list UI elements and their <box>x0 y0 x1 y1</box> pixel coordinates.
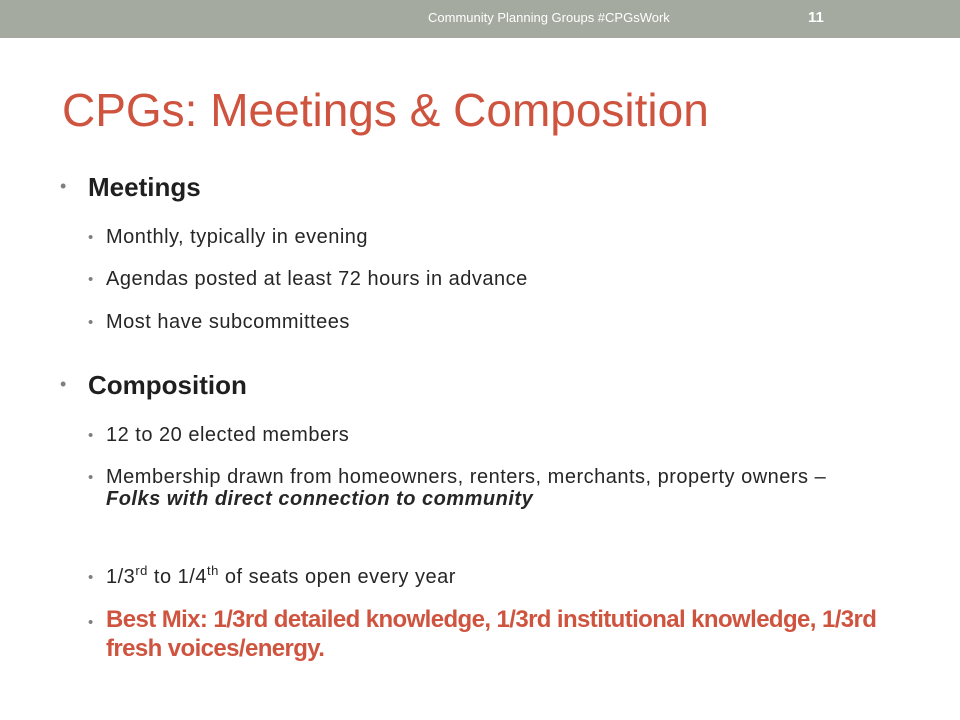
slide-number: 11 <box>808 9 824 26</box>
fraction-text: to 1/4 <box>147 566 207 588</box>
bullet-dot-icon: • <box>88 314 94 331</box>
bullet-composition <box>60 370 247 401</box>
composition-heading: Composition <box>88 370 247 400</box>
bullet-dot-icon: • <box>88 427 94 444</box>
fraction-text: 1/3 <box>106 566 136 588</box>
bullet-dot-icon: • <box>60 176 67 196</box>
bullet-dot-icon: • <box>88 271 94 288</box>
seats-text: of seats open every year <box>218 566 456 588</box>
membership-emphasis: Folks with direct connection to community <box>106 488 534 510</box>
composition-item: 12 to 20 elected members <box>106 424 350 446</box>
membership-text: Membership drawn from homeowners, renters, merchants, property owners – <box>106 466 827 488</box>
list-item <box>88 226 886 248</box>
ordinal-suffix: th <box>206 563 219 578</box>
list-item <box>88 466 886 510</box>
best-mix-text: Best Mix: 1/3rd detailed knowledge, 1/3rd institutional knowledge, 1/3rd fresh voices/energy. <box>106 606 877 662</box>
slide-title: CPGs: Meetings & Composition <box>62 84 709 136</box>
list-item <box>88 563 886 588</box>
bullet-dot-icon: • <box>60 374 67 394</box>
meetings-heading: Meetings <box>88 172 201 202</box>
list-item-highlight <box>88 605 886 663</box>
meetings-item: Most have subcommittees <box>106 311 350 333</box>
bullet-dot-icon: • <box>88 569 94 586</box>
ordinal-suffix: rd <box>135 563 148 578</box>
bullet-meetings <box>60 172 201 203</box>
bullet-dot-icon: • <box>88 229 94 246</box>
footer-text: Community Planning Groups #CPGsWork <box>428 10 670 25</box>
meetings-item: Monthly, typically in evening <box>106 226 369 248</box>
list-item <box>88 311 886 333</box>
header-bar <box>0 0 960 38</box>
bullet-dot-icon: • <box>88 614 93 631</box>
meetings-item: Agendas posted at least 72 hours in advance <box>106 268 528 290</box>
list-item <box>88 268 886 290</box>
list-item <box>88 424 886 446</box>
bullet-dot-icon: • <box>88 469 94 486</box>
